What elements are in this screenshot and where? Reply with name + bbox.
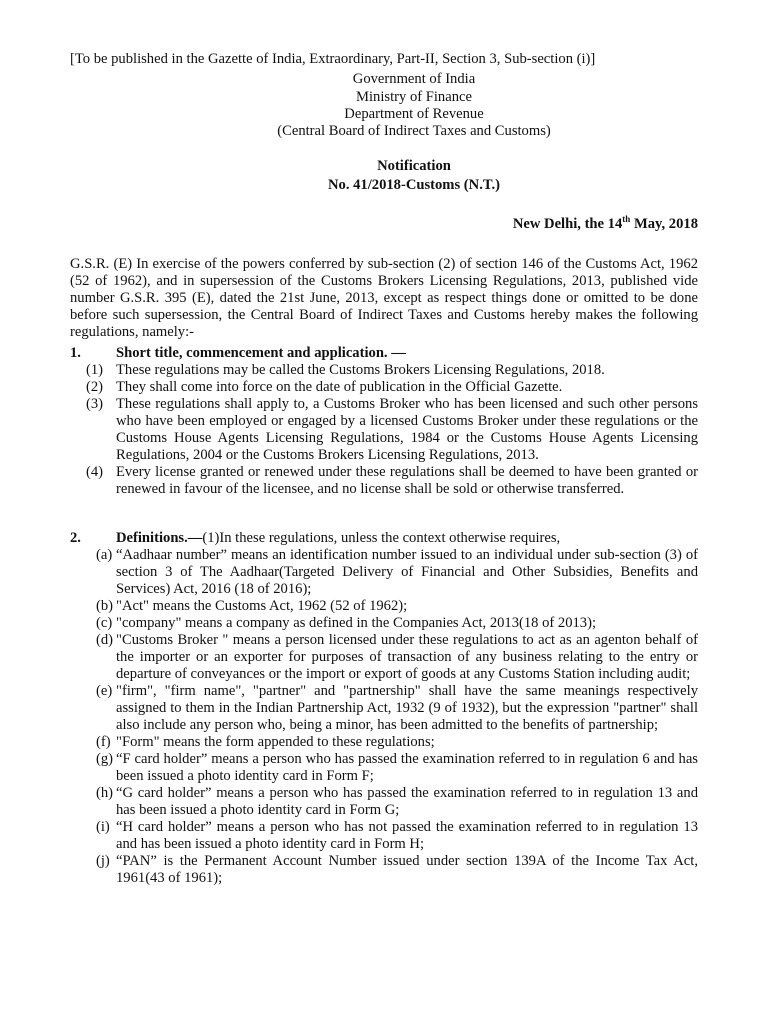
item-marker: (c) bbox=[96, 615, 113, 631]
section-2-intro: (1)In these regulations, unless the context otherwise requires, bbox=[202, 530, 561, 546]
item-marker: (j) bbox=[96, 853, 110, 869]
list-item bbox=[86, 632, 698, 683]
item-text: Every license granted or renewed under these regulations shall be deemed to have been granted or renewed in favour of the licensee, and no license shall be sold or otherwise transferred. bbox=[116, 464, 698, 497]
item-marker: (2) bbox=[86, 379, 104, 395]
notification-number: No. 41/2018-Customs (N.T.) bbox=[327, 177, 500, 193]
list-item bbox=[86, 547, 698, 598]
list-item bbox=[86, 598, 698, 615]
item-marker: (a) bbox=[96, 547, 113, 563]
section-2-number: 2. bbox=[70, 530, 81, 546]
item-text: "Form" means the form appended to these regulations; bbox=[116, 734, 435, 750]
list-item bbox=[86, 683, 698, 734]
item-marker: (e) bbox=[96, 683, 113, 699]
list-item bbox=[86, 615, 698, 632]
item-text: These regulations shall apply to, a Customs Broker who has been licensed and such other persons who have been employed or engaged by a licensed Customs Broker under these regulations or the Customs House Agents Licensing Regulations, 1984 or the Customs House Agents Licensing Regulations, 2004 or the Customs Brokers Licensing Regulations, 2013. bbox=[116, 396, 698, 463]
item-text: “Aadhaar number” means an identification number issued to an individual under sub-section (3) of section 3 of The Aadhaar(Targeted Delivery of Financial and Other Subsidies, Benefits and Services) Act, 2016 (18 of 2016); bbox=[116, 547, 698, 597]
dateline-sup: th bbox=[622, 214, 631, 225]
section-2-list bbox=[86, 547, 698, 887]
section-2-heading bbox=[70, 530, 560, 547]
item-marker: (b) bbox=[96, 598, 114, 614]
section-2-title: Definitions.— bbox=[116, 530, 203, 546]
item-text: "Customs Broker " means a person licensed under these regulations to act as an agenton behalf of the importer or an exporter for purposes of transaction of any business relating to the entry or departure of conveyances or the import or export of goods at any Customs Station including audit; bbox=[116, 632, 698, 682]
item-marker: (g) bbox=[96, 751, 114, 767]
item-text: "firm", "firm name", "partner" and "partnership" shall have the same meanings respectively assigned to them in the Indian Partnership Act, 1932 (9 of 1932), but the expression "partner" shall also include any person who, being a minor, has been admitted to the benefits of partnership; bbox=[116, 683, 698, 733]
list-item bbox=[86, 751, 698, 785]
list-item bbox=[86, 379, 698, 396]
item-marker: (3) bbox=[86, 396, 104, 412]
item-marker: (h) bbox=[96, 785, 114, 801]
list-item bbox=[86, 464, 698, 498]
item-text: They shall come into force on the date of publication in the Official Gazette. bbox=[116, 379, 563, 395]
item-marker: (4) bbox=[86, 464, 104, 480]
dateline-suffix: May, 2018 bbox=[630, 216, 698, 232]
header-board: (Central Board of Indirect Taxes and Customs) bbox=[277, 123, 551, 139]
preamble-paragraph: G.S.R. (E) In exercise of the powers conferred by sub-section (2) of section 146 of the Customs Act, 1962 (52 of 1962), and in supersession of the Customs Brokers Licensing Regulations, 2013, published vide number G.S.R. 395 (E), dated the 21st June, 2013, except as respect things done or omitted to be done before such supersession, the Central Board of Indirect Taxes and Customs hereby makes the following regulations, namely:- bbox=[70, 256, 698, 340]
item-text: These regulations may be called the Customs Brokers Licensing Regulations, 2018. bbox=[116, 362, 605, 378]
dateline-prefix: New Delhi, the 14 bbox=[512, 216, 623, 232]
section-1-heading bbox=[70, 345, 406, 362]
section-1-list bbox=[86, 362, 698, 498]
gazette-notice: [To be published in the Gazette of India, Extraordinary, Part-II, Section 3, Sub-section (i)] bbox=[70, 51, 596, 67]
header-ministry: Ministry of Finance bbox=[356, 89, 472, 105]
header-department: Department of Revenue bbox=[344, 106, 484, 122]
item-text: “F card holder” means a person who has passed the examination referred to in regulation 6 and has been issued a photo identity card in Form F; bbox=[116, 751, 698, 784]
list-item bbox=[86, 785, 698, 819]
list-item bbox=[86, 734, 698, 751]
item-text: “H card holder” means a person who has not passed the examination referred to in regulation 13 and has been issued a photo identity card in Form H; bbox=[116, 819, 698, 852]
header-government: Government of India bbox=[352, 71, 476, 87]
item-marker: (d) bbox=[96, 632, 114, 648]
list-item bbox=[86, 819, 698, 853]
item-marker: (1) bbox=[86, 362, 104, 378]
section-1-number: 1. bbox=[70, 345, 81, 361]
item-text: "company" means a company as defined in the Companies Act, 2013(18 of 2013); bbox=[116, 615, 597, 631]
item-text: “G card holder” means a person who has passed the examination referred to in regulation 13 and has been issued a photo identity card in Form G; bbox=[116, 785, 698, 818]
section-1-title: Short title, commencement and application. — bbox=[116, 345, 406, 361]
list-item bbox=[86, 362, 698, 379]
item-text: "Act" means the Customs Act, 1962 (52 of 1962); bbox=[116, 598, 408, 614]
item-marker: (f) bbox=[96, 734, 111, 750]
list-item bbox=[86, 853, 698, 887]
item-marker: (i) bbox=[96, 819, 110, 835]
dateline bbox=[513, 216, 698, 233]
notification-title: Notification bbox=[377, 158, 451, 174]
list-item bbox=[86, 396, 698, 464]
item-text: “PAN” is the Permanent Account Number issued under section 139A of the Income Tax Act, 1961(43 of 1961); bbox=[116, 853, 698, 886]
